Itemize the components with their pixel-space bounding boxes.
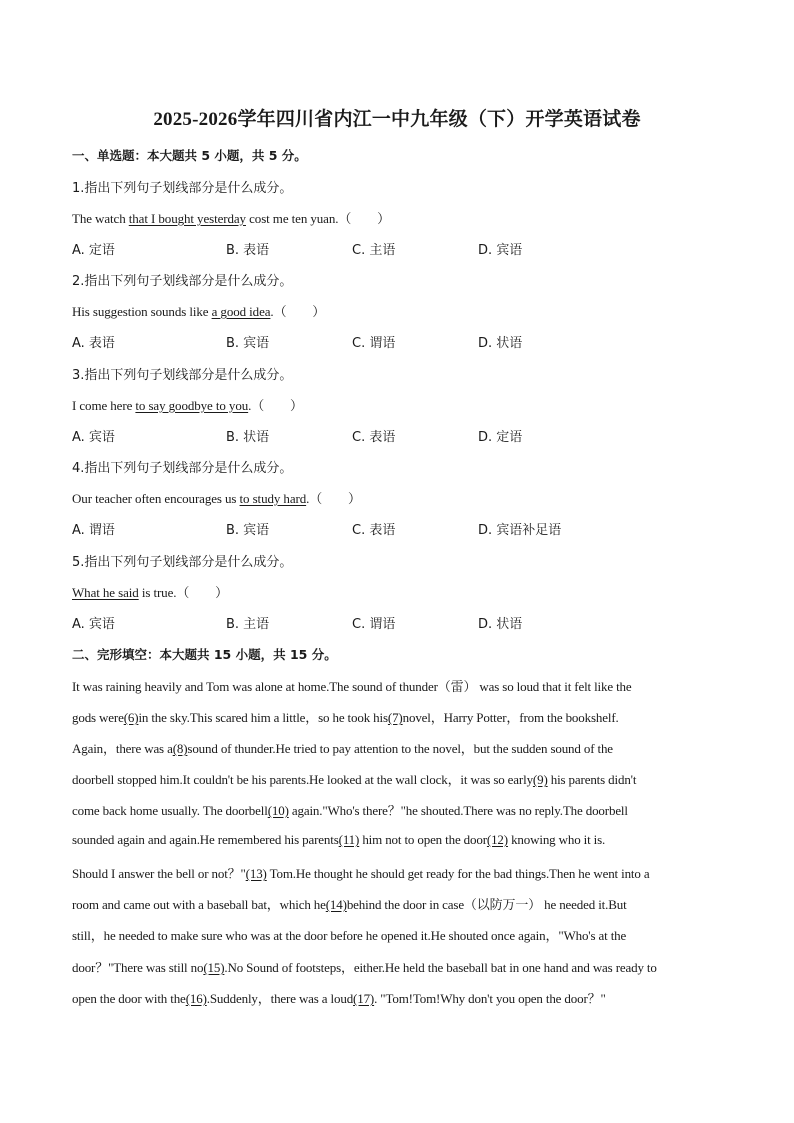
question-5-option-d[interactable]: D. 状语 — [478, 617, 523, 632]
passage-text: Should I answer the bell or not？" — [72, 866, 246, 881]
question-3-option-a[interactable]: A. 宾语 — [72, 430, 115, 445]
question-4-option-c[interactable]: C. 表语 — [352, 523, 396, 538]
passage-line — [72, 738, 613, 757]
passage-line — [72, 863, 649, 882]
passage-text: his parents didn't — [547, 772, 637, 787]
question-5-option-c[interactable]: C. 谓语 — [352, 617, 396, 632]
cloze-blank[interactable]: (7) — [387, 710, 403, 725]
passage-line — [72, 769, 636, 788]
sentence-text: I come here — [72, 398, 136, 413]
cloze-blank[interactable]: (6) — [123, 710, 139, 725]
section-1-header: 一、单选题：本大题共 5 小题，共 5 分。 — [72, 148, 307, 163]
passage-text: Tom.He thought he should get ready for the bad things.Then he went into a — [266, 866, 650, 881]
passage-text: It was raining heavily and Tom was alone at home.The sound of thunder（雷） was so loud that it felt like the — [72, 679, 632, 694]
passage-text: novel，Harry Potter，from the bookshelf. — [402, 710, 619, 725]
question-2-option-a[interactable]: A. 表语 — [72, 336, 115, 351]
passage-line — [72, 800, 628, 819]
sentence-text: Our teacher often encourages us — [72, 491, 240, 506]
cloze-blank[interactable]: (13) — [245, 866, 267, 881]
passage-text: Again，there was a — [72, 741, 173, 756]
passage-line — [72, 894, 627, 913]
question-1-option-a[interactable]: A. 定语 — [72, 243, 115, 258]
underlined-part: to say goodbye to you — [135, 398, 249, 413]
cloze-blank[interactable]: (11) — [338, 832, 360, 847]
passage-line — [72, 676, 632, 695]
passage-line — [72, 707, 619, 726]
passage-text: room and came out with a baseball bat，which he — [72, 897, 326, 912]
passage-text: . "Tom!Tom!Why don't you open the door？" — [374, 991, 606, 1006]
cloze-blank[interactable]: (16) — [185, 991, 207, 1006]
question-3-sentence — [72, 395, 303, 414]
passage-text: in the sky.This scared him a little，so he took his — [138, 710, 388, 725]
question-4-sentence — [72, 488, 361, 507]
sentence-text: .（ ） — [248, 398, 303, 413]
passage-text: him not to open the door — [359, 832, 487, 847]
question-2-option-b[interactable]: B. 宾语 — [226, 336, 270, 351]
cloze-blank[interactable]: (12) — [486, 832, 508, 847]
question-1-prompt: 1.指出下列句子划线部分是什么成分。 — [72, 181, 293, 196]
passage-text: knowing who it is. — [507, 832, 606, 847]
sentence-text: .（ ） — [270, 304, 326, 319]
sentence-text: is true.（ ） — [138, 585, 229, 600]
cloze-blank[interactable]: (10) — [267, 803, 289, 818]
cloze-blank[interactable]: (9) — [532, 772, 548, 787]
question-3-option-d[interactable]: D. 定语 — [478, 430, 523, 445]
question-3-option-c[interactable]: C. 表语 — [352, 430, 396, 445]
passage-text: behind the door in case（以防万一） he needed it.But — [346, 897, 627, 912]
passage-text: gods were — [72, 710, 124, 725]
sentence-text: The watch — [72, 211, 129, 226]
passage-line — [72, 957, 657, 976]
question-1-option-c[interactable]: C. 主语 — [352, 243, 396, 258]
question-1-sentence — [72, 208, 390, 227]
passage-text: sound of thunder.He tried to pay attention to the novel，but the sudden sound of the — [187, 741, 613, 756]
passage-line — [72, 925, 626, 944]
passage-text: .No Sound of footsteps，either.He held the baseball bat in one hand and was ready to — [224, 960, 657, 975]
underlined-part: What he said — [72, 585, 139, 600]
page-title: 2025-2026学年四川省内江一中九年级（下）开学英语试卷 — [153, 109, 641, 130]
question-4-option-d[interactable]: D. 宾语补足语 — [478, 523, 562, 538]
cloze-blank[interactable]: (14) — [325, 897, 347, 912]
passage-text: sounded again and again.He remembered his parents — [72, 832, 339, 847]
sentence-text: .（ ） — [306, 491, 361, 506]
question-2-option-d[interactable]: D. 状语 — [478, 336, 523, 351]
sentence-text: cost me ten yuan.（ ） — [245, 211, 390, 226]
cloze-blank[interactable]: (15) — [203, 960, 225, 975]
question-3-option-b[interactable]: B. 状语 — [226, 430, 270, 445]
question-3-prompt: 3.指出下列句子划线部分是什么成分。 — [72, 368, 293, 383]
passage-text: door？"There was still no — [72, 960, 204, 975]
passage-line — [72, 832, 605, 848]
question-1-option-b[interactable]: B. 表语 — [226, 243, 270, 258]
passage-text: .Suddenly，there was a loud — [206, 991, 354, 1006]
cloze-blank[interactable]: (17) — [353, 991, 375, 1006]
underlined-part: to study hard — [239, 491, 307, 506]
section-2-header: 二、完形填空：本大题共 15 小题，共 15 分。 — [72, 647, 337, 662]
passage-text: doorbell stopped him.It couldn't be his parents.He looked at the wall clock，it was so early — [72, 772, 533, 787]
passage-line — [72, 988, 606, 1007]
question-4-option-a[interactable]: A. 谓语 — [72, 523, 115, 538]
question-5-sentence — [72, 582, 228, 601]
question-2-prompt: 2.指出下列句子划线部分是什么成分。 — [72, 274, 293, 289]
passage-text: open the door with the — [72, 991, 186, 1006]
question-2-sentence — [72, 301, 325, 320]
question-4-option-b[interactable]: B. 宾语 — [226, 523, 270, 538]
underlined-part: that I bought yesterday — [128, 211, 246, 226]
question-5-option-a[interactable]: A. 宾语 — [72, 617, 115, 632]
passage-text: come back home usually. The doorbell — [72, 803, 268, 818]
question-5-prompt: 5.指出下列句子划线部分是什么成分。 — [72, 555, 293, 570]
question-2-option-c[interactable]: C. 谓语 — [352, 336, 396, 351]
question-4-prompt: 4.指出下列句子划线部分是什么成分。 — [72, 461, 293, 476]
passage-text: still，he needed to make sure who was at the door before he opened it.He shouted once again，"Who's at the — [72, 928, 627, 943]
question-5-option-b[interactable]: B. 主语 — [226, 617, 270, 632]
passage-text: again."Who's there？"he shouted.There was no reply.The doorbell — [288, 803, 628, 818]
sentence-text: His suggestion sounds like — [72, 304, 212, 319]
underlined-part: a good idea — [211, 304, 271, 319]
cloze-blank[interactable]: (8) — [172, 741, 188, 756]
question-1-option-d[interactable]: D. 宾语 — [478, 243, 523, 258]
